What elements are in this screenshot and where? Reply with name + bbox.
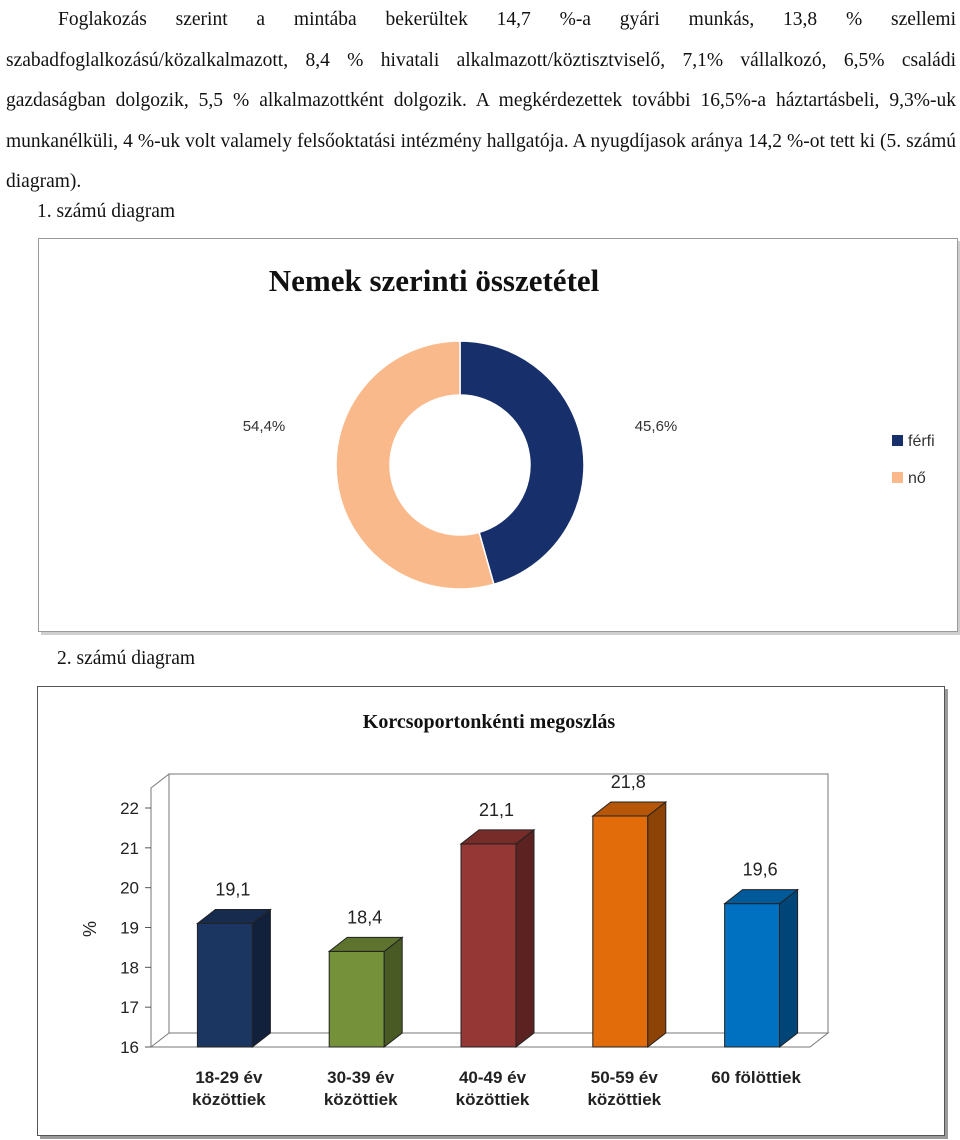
x-category-line: 50-59 év bbox=[590, 1068, 658, 1087]
y-tick-label: 19 bbox=[120, 918, 139, 938]
y-tick-label: 21 bbox=[120, 838, 139, 858]
legend-label-1: nő bbox=[908, 470, 926, 487]
body-paragraph: Foglakozás szerint a mintába bekerültek 14,7 %-a gyári munkás, 13,8 % szellemi szabadfoglalkozású/közalkalmazott, 8,4 % hivatali alkalmazott/köztisztviselő, 7,1% vállalkozó, 6,5% családi gazdaságban dolgozik, 5,5 % alkalmazottként dolgozik. A megkérdezettek további 16,5%-a háztartásbeli, 9,3%-uk munkanélküli, 4 %-uk volt valamely felsőoktatási intézmény hallgatója. A nyugdíjasok aránya 14,2 %-ot tett ki (5. számú diagram). bbox=[6, 9, 956, 193]
x-category-label-3 bbox=[587, 1068, 661, 1109]
x-category-line: közöttiek bbox=[323, 1090, 398, 1109]
donut-chart bbox=[39, 239, 957, 631]
bar-data-label-0: 19,1 bbox=[215, 879, 251, 900]
bar-data-label-1: 18,4 bbox=[347, 907, 383, 928]
x-category-label-1 bbox=[324, 1068, 398, 1109]
donut-chart-frame bbox=[38, 238, 958, 632]
bar-front-3 bbox=[593, 816, 648, 1047]
x-category-line: közöttiek bbox=[455, 1090, 530, 1109]
bar-front-0 bbox=[197, 924, 252, 1047]
bar-data-label-2: 21,1 bbox=[478, 799, 515, 820]
bar-front-1 bbox=[329, 951, 384, 1047]
y-tick-label: 22 bbox=[120, 799, 139, 818]
bar-chart-frame bbox=[37, 686, 945, 1136]
bar-data-label-4: 19,6 bbox=[742, 859, 778, 880]
donut-title: Nemek szerinti összetétel bbox=[268, 263, 600, 298]
x-category-line: 40-49 év bbox=[458, 1068, 527, 1087]
y-tick-label: 20 bbox=[120, 878, 139, 898]
plot-side-wall bbox=[151, 774, 169, 1047]
x-category-label-4 bbox=[711, 1068, 801, 1087]
caption-diagram-1: 1. számú diagram bbox=[37, 201, 176, 222]
x-category-line: 60 fölöttiek bbox=[711, 1068, 801, 1087]
bar-front-2 bbox=[461, 844, 516, 1047]
bar-chart bbox=[38, 687, 944, 1135]
y-tick-label: 16 bbox=[120, 1038, 139, 1057]
bar-side-0 bbox=[252, 910, 270, 1047]
bar-side-4 bbox=[780, 890, 798, 1047]
legend-label-0: férfi bbox=[908, 433, 935, 450]
bar-front-4 bbox=[725, 904, 780, 1047]
x-category-line: 30-39 év bbox=[327, 1068, 395, 1087]
bar-side-2 bbox=[516, 830, 534, 1047]
bar-data-label-3: 21,8 bbox=[610, 771, 646, 792]
bar-title: Korcsoportonkénti megoszlás bbox=[362, 711, 616, 733]
x-category-line: közöttiek bbox=[587, 1090, 662, 1109]
legend-swatch-1 bbox=[892, 472, 903, 483]
legend-swatch-0 bbox=[892, 435, 903, 446]
caption-diagram-2: 2. számú diagram bbox=[57, 648, 196, 669]
y-tick-label: 18 bbox=[120, 958, 139, 978]
x-category-line: 18-29 év bbox=[195, 1068, 263, 1087]
y-axis-label: % bbox=[80, 920, 100, 938]
bar-side-3 bbox=[648, 802, 666, 1047]
y-tick-label: 17 bbox=[120, 998, 139, 1018]
donut-data-label-0: 45,6% bbox=[634, 418, 678, 435]
donut-data-label-1: 54,4% bbox=[242, 418, 286, 435]
x-category-label-0 bbox=[192, 1068, 266, 1109]
bar-side-1 bbox=[384, 937, 402, 1047]
x-category-label-2 bbox=[456, 1068, 530, 1109]
x-category-line: közöttiek bbox=[192, 1090, 266, 1109]
